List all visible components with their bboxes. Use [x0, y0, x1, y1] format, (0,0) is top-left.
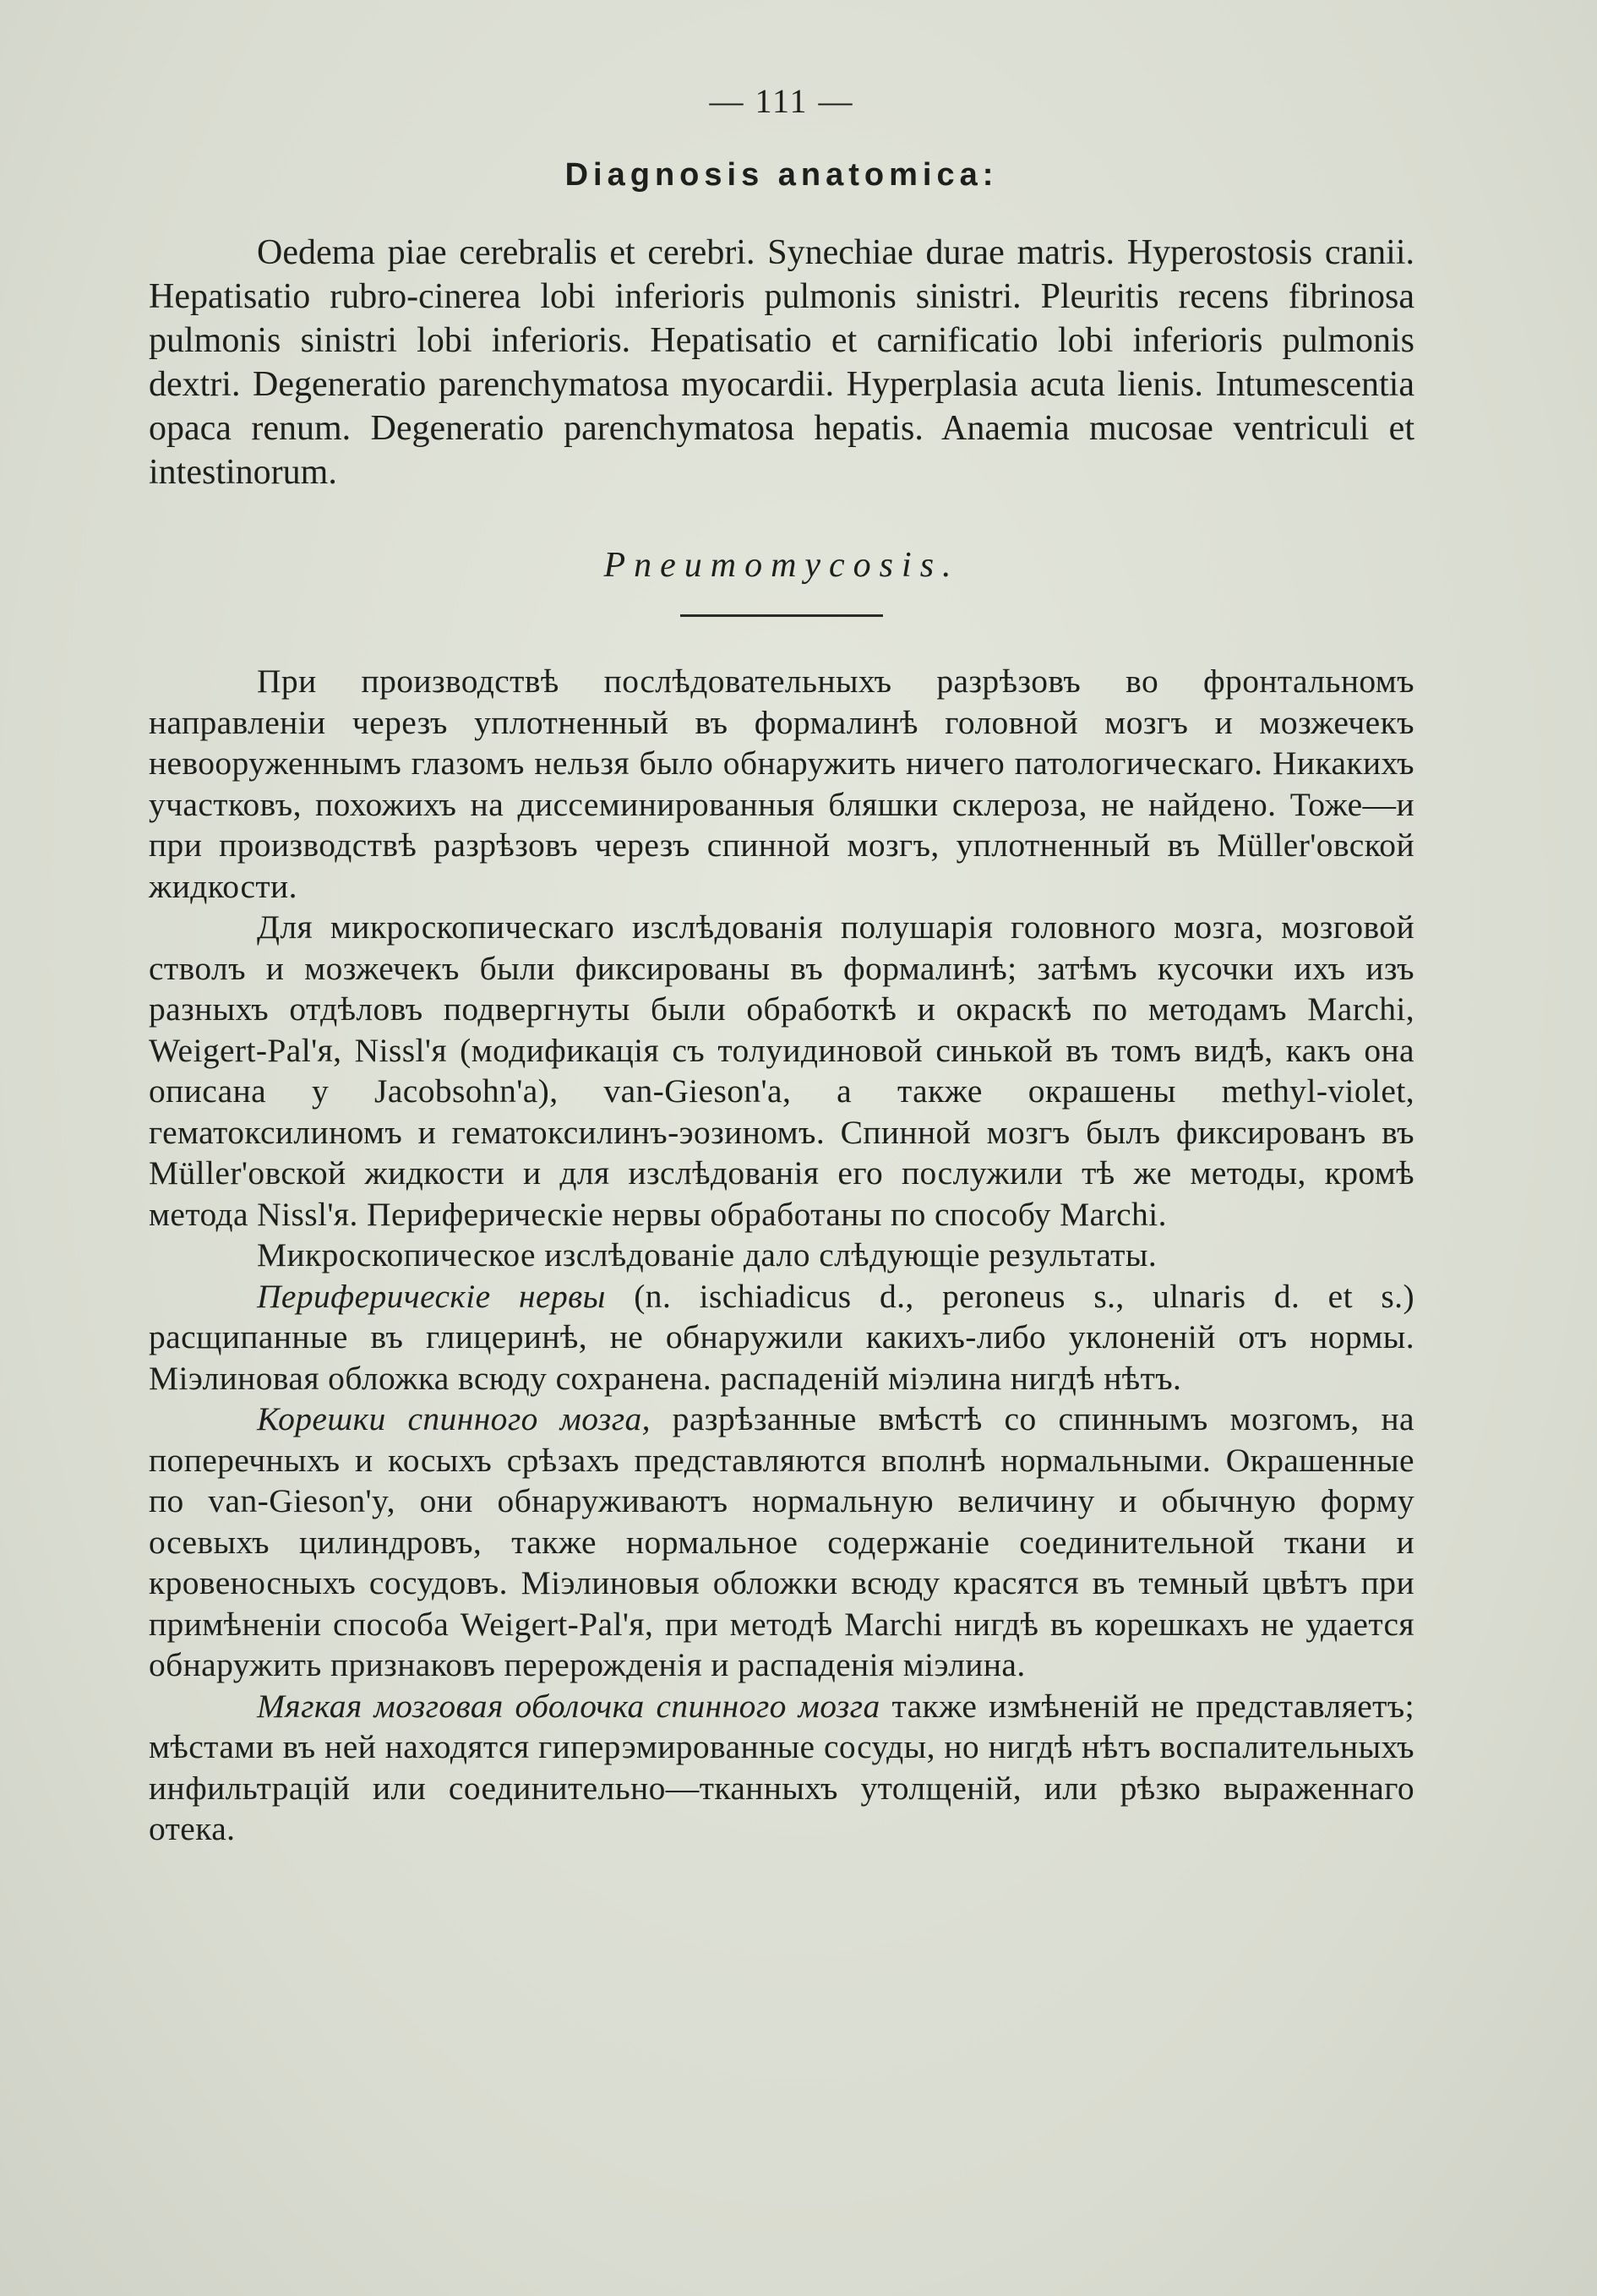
paragraph-lead: Периферическіе нервы: [257, 1277, 606, 1315]
divider-rule: [680, 614, 883, 617]
body-text: [149, 661, 1414, 1850]
paragraph-1: [149, 661, 1414, 907]
case-title: Pneumomycosis.: [603, 546, 960, 585]
paragraph-lead: Мягкая мозговая оболочка спинного мозга: [257, 1687, 880, 1725]
paragraph-text: Микроскопическое изслѣдованіе дало слѣдующіе результаты.: [257, 1236, 1158, 1273]
paragraph-text: также измѣненій не представляетъ; мѣстами въ ней находятся гиперэмированные сосуды, но нигдѣ нѣтъ воспалительныхъ инфильтрацій или соединительно—тканныхъ утолщеній, или рѣзко выраженнаго отека.: [149, 1687, 1414, 1847]
paragraph-text: разрѣзанные вмѣстѣ со спиннымъ мозгомъ, на поперечныхъ и косыхъ срѣзахъ представляются вполнѣ нормальными. Окрашенные по van-Gieson'y, они обнаруживаютъ нормальную величину и обычную форму осевыхъ цилиндровъ, также нормальное содержаніе соединительной ткани и кровеносныхъ сосудовъ. Міэлиновыя обложки всюду красятся въ темный цвѣтъ при примѣненіи способа Weigert-Pal'я, при методѣ Marchi нигдѣ въ корешкахъ не удается обнаружить признаковъ перерожденія и распаденія міэлина.: [149, 1400, 1414, 1683]
paragraph-text: Для микроскопическаго изслѣдованія полушарія головного мозга, мозговой стволъ и мозжечекъ были фиксированы въ формалинѣ; затѣмъ кусочки ихъ изъ разныхъ отдѣловъ подвергнуты были обработкѣ и окраскѣ по методамъ Marchi, Weigert-Pal'я, Nissl'я (модификація съ толуидиновой синькой въ томъ видѣ, какъ она описана у Jacobsohn'a), van-Gieson'a, а также окрашены methyl-violet, гематоксилиномъ и гематоксилинъ-эозиномъ. Спинной мозгъ былъ фиксированъ въ Müller'овской жидкости и для изслѣдованія его послужили тѣ же методы, кромѣ метода Nissl'я. Периферическіе нервы обработаны по способу Marchi.: [149, 908, 1414, 1233]
diagnosis-paragraph: Oedema piae cerebralis et cerebri. Synechiae durae matris. Hyperostosis cranii. Hepatisatio rubro-cinerea lobi inferioris pulmonis sinistri. Pleuritis recens fibrinosa pulmonis sinistri lobi inferioris. Hepatisatio et carnificatio lobi inferioris pulmonis dextri. Degeneratio parenchymatosa myocardii. Hyperplasia acuta lienis. Intumescentia opaca renum. Degeneratio parenchymatosa hepatis. Anaemia mucosae ventriculi et intestinorum.: [149, 233, 1414, 492]
paragraph-text: При производствѣ послѣдовательныхъ разрѣзовъ во фронтальномъ направленіи черезъ уплотненный въ формалинѣ головной мозгъ и мозжечекъ невооруженнымъ глазомъ нельзя было обнаружить ничего патологическаго. Никакихъ участковъ, похожихъ на диссеминированныя бляшки склероза, не найдено. Тоже—и при производствѣ разрѣзовъ черезъ спинной мозгъ, уплотненный въ Müller'овской жидкости.: [149, 663, 1414, 905]
paragraph-4: [149, 1276, 1414, 1399]
paragraph-6: [149, 1686, 1414, 1850]
paragraph-2: [149, 907, 1414, 1235]
paragraph-5: [149, 1399, 1414, 1686]
paragraph-lead: Корешки спинного мозга,: [257, 1400, 651, 1437]
document-page: [149, 81, 1414, 1850]
page-number: — 111 —: [709, 82, 854, 120]
paragraph-text: (n. ischiadicus d., peroneus s., ulnaris d. et s.) расщипанные въ глицеринѣ, не обнаружили какихъ-либо уклоненій отъ нормы. Міэлиновая обложка всюду сохранена. распаденій міэлина нигдѣ нѣтъ.: [149, 1277, 1414, 1397]
section-heading: Diagnosis anatomica:: [564, 157, 999, 193]
paragraph-3: [149, 1235, 1414, 1276]
